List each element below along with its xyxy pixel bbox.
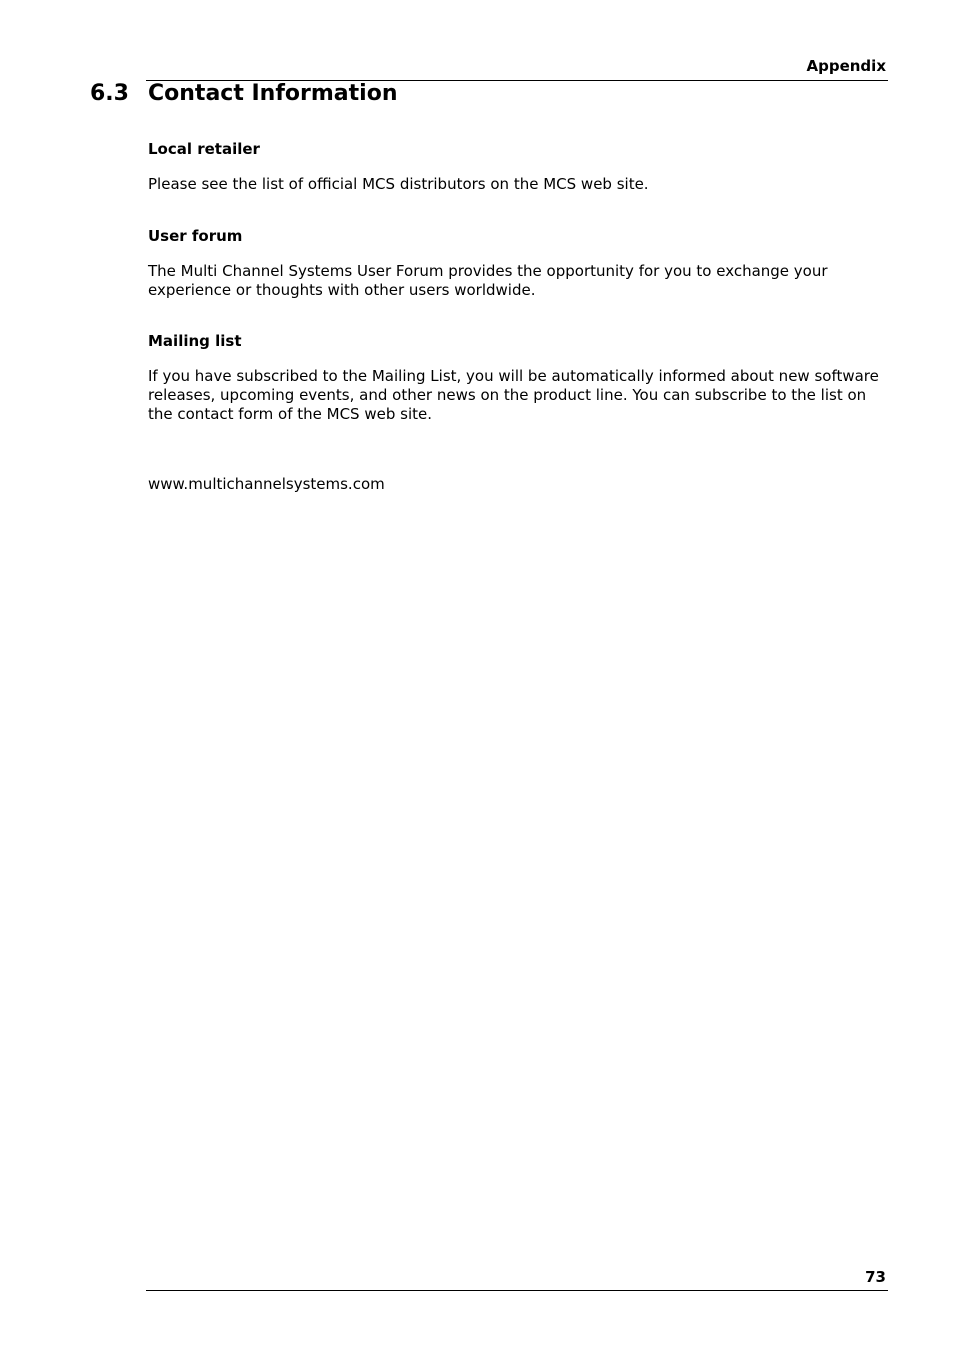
page-number: 73 xyxy=(865,1268,886,1286)
mailing-list-section xyxy=(148,332,888,351)
mailing-list-heading: Mailing list xyxy=(148,332,242,350)
mailing-list-text-line-1: If you have subscribed to the Mailing List, you will be automatically informed about new software xyxy=(148,367,879,385)
mailing-list-text-line-3: the contact form of the MCS web site. xyxy=(148,405,432,423)
local-retailer-heading: Local retailer xyxy=(148,140,260,158)
website-block xyxy=(148,475,888,494)
mailing-list-body xyxy=(148,367,888,424)
website-link[interactable]: www.multichannelsystems.com xyxy=(148,475,385,493)
user-forum-section xyxy=(148,227,888,246)
local-retailer-section xyxy=(148,140,888,159)
mailing-list-text-line-2: releases, upcoming events, and other news on the product line. You can subscribe to the list on xyxy=(148,386,867,404)
footer-rule xyxy=(146,1290,888,1291)
user-forum-heading: User forum xyxy=(148,227,243,245)
chapter-header: Appendix xyxy=(806,57,886,75)
user-forum-text-line-2: experience or thoughts with other users worldwide. xyxy=(148,281,536,299)
section-title: Contact Information xyxy=(148,81,398,106)
section-number: 6.3 xyxy=(90,81,129,106)
local-retailer-body xyxy=(148,175,888,194)
user-forum-text-line-1: The Multi Channel Systems User Forum provides the opportunity for you to exchange your xyxy=(148,262,828,280)
local-retailer-text: Please see the list of official MCS distributors on the MCS web site. xyxy=(148,175,649,193)
user-forum-body xyxy=(148,262,888,300)
section-heading xyxy=(90,80,398,108)
